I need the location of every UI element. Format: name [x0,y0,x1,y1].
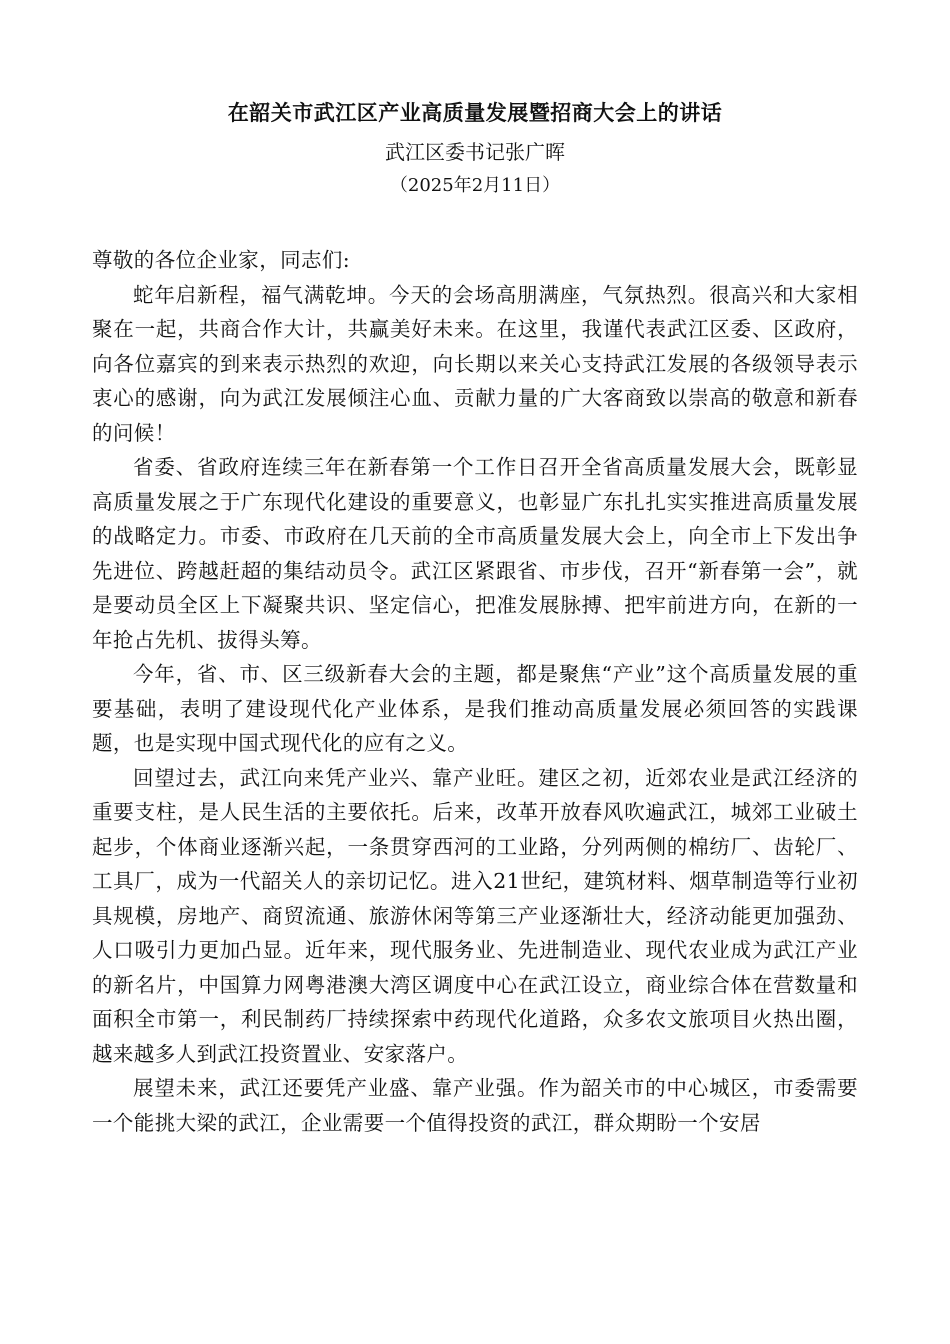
paragraph: 今年，省、市、区三级新春大会的主题，都是聚焦“产业”这个高质量发展的重要基础，表明了建设现代化产业体系，是我们推动高质量发展必须回答的实践课题，也是实现中国式现代化的应有之义。 [92,662,858,755]
paragraph: 展望未来，武江还要凭产业盛、靠产业强。作为韶关市的中心城区，市委需要一个能挑大梁的武江，企业需要一个值得投资的武江，群众期盼一个安居 [92,1076,858,1135]
document-date: （2025年2月11日） [389,175,561,196]
paragraph: 蛇年启新程，福气满乾坤。今天的会场高朋满座，气氛热烈。很高兴和大家相聚在一起，共商合作大计，共赢美好未来。在这里，我谨代表武江区委、区政府，向各位嘉宾的到来表示热烈的欢迎，向长期以来关心支持武江发展的各级领导表示衷心的感谢，向为武江发展倾注心血、贡献力量的广大客商致以崇高的敬意和新春的问候！ [92,282,858,445]
document-body [92,243,858,1140]
salutation: 尊敬的各位企业家，同志们: [92,248,351,272]
paragraph: 回望过去，武江向来凭产业兴、靠产业旺。建区之初，近郊农业是武江经济的重要支柱，是人民生活的主要依托。后来，改革开放春风吹遍武江，城郊工业破土起步，个体商业逐渐兴起，一条贯穿西河的工业路，分列两侧的棉纺厂、齿轮厂、工具厂，成为一代韶关人的亲切记忆。进入21世纪，建筑材料、烟草制造等行业初具规模，房地产、商贸流通、旅游休闲等第三产业逐渐壮大，经济动能更加强劲、人口吸引力更加凸显。近年来，现代服务业、先进制造业、现代农业成为武江产业的新名片，中国算力网粤港澳大湾区调度中心在武江设立，商业综合体在营数量和面积全市第一，利民制药厂持续探索中药现代化道路，众多农文旅项目火热出圈，越来越多人到武江投资置业、安家落户。 [92,765,858,1066]
document-author: 武江区委书记张广晖 [385,140,565,164]
paragraph: 省委、省政府连续三年在新春第一个工作日召开全省高质量发展大会，既彰显高质量发展之于广东现代化建设的重要意义，也彰显广东扎扎实实推进高质量发展的战略定力。市委、市政府在几天前的全市高质量发展大会上，向全市上下发出争先进位、跨越赶超的集结动员令。武江区紧跟省、市步伐，召开“新春第一会”，就是要动员全区上下凝聚共识、坚定信心，把准发展脉搏、把牢前进方向，在新的一年抢占先机、拔得头筹。 [92,455,858,652]
document-title: 在韶关市武江区产业高质量发展暨招商大会上的讲话 [227,100,723,125]
